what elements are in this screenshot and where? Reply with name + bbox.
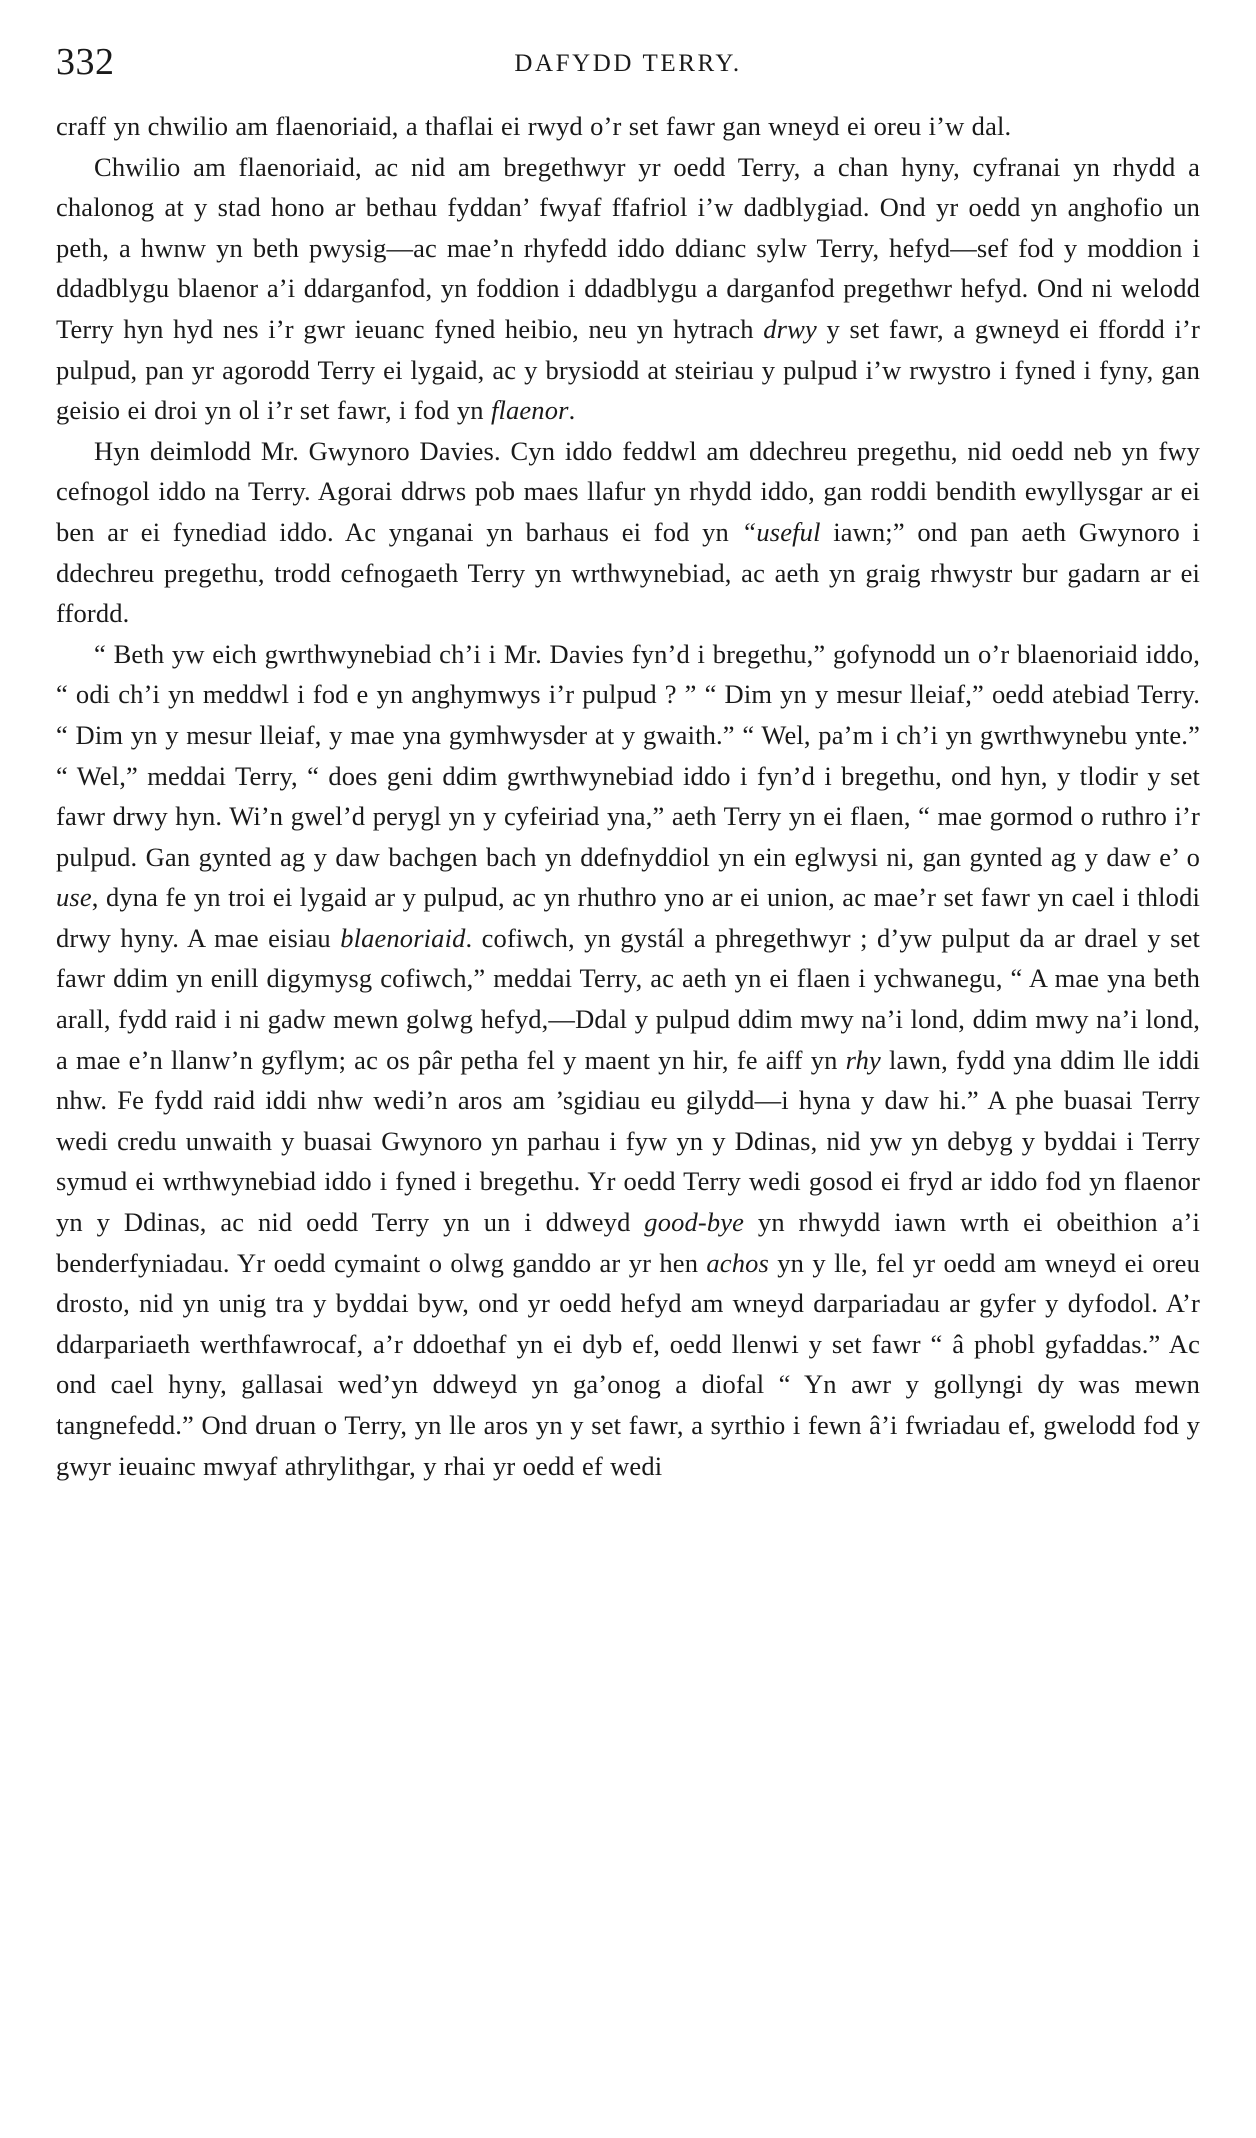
running-head: DAFYDD TERRY.	[514, 50, 742, 77]
italic-run: “useful	[741, 516, 821, 547]
text-run: . cofiwch, yn gystál a phregethwyr ; d’yw pulput da ar drael y set fawr ddim yn enill digymysg cofiwch,” meddai Terry, ac aeth yn ei flaen i ychwanegu, “ A mae yna beth arall, fydd raid i ni gadw mewn golwg hefyd,—Ddal y pulpud ddim mwy na’i lond, ddim mwy na’i lond, a mae e’n llanw’n gyflym; ac os pâr petha fel y maent yn hir, fe aiff yn	[56, 922, 1200, 1075]
text-run: craff yn chwilio am flaenoriaid, a thaflai ei rwyd o’r set fawr gan wneyd ei oreu i’w dal.	[56, 111, 1012, 141]
text-run: yn rhwydd iawn wrth ei obeithion a’i benderfyniadau. Yr oedd cymaint o olwg ganddo ar yr hen	[56, 1207, 1200, 1278]
text-run: y set fawr, a gwneyd ei ffordd i’r pulpud, pan yr agorodd Terry ei lygaid, ac y brysiodd at steiriau y pulpud i’w rwystro i fyned i fyny, gan geisio ei droi yn ol i’r set fawr, i fod yn	[56, 313, 1201, 426]
text-run: iawn;” ond pan aeth Gwynoro i ddechreu pregethu, trodd cefnogaeth Terry yn wrthwynebiad, ac aeth yn graig rhwystr bur gadarn ar ei ffordd.	[56, 516, 1201, 629]
page-number: 332	[56, 41, 115, 83]
italic-run: achos	[706, 1247, 769, 1278]
text-run: yn y lle, fel yr oedd am wneyd ei oreu drosto, nid yn unig tra y byddai byw, ond yr oedd hefyd am wneyd darpariadau ar gyfer y dyfodol. A’r ddarpariaeth werthfawrocaf, a’r ddoethaf yn ei dyb ef, oedd llenwi y set fawr “ â phobl gyfaddas.” Ac ond cael hyny, gallasai wed’yn ddweyd yn ga’onog a diofal “ Yn awr y gollyngi dy was mewn tangnefedd.” Ond druan o Terry, yn lle aros yn y set fawr, a syrthio i fewn â’i fwriadau ef, gwelodd fod y gwyr ieuainc mwyaf athrylithgar, y rhai yr oedd ef wedi	[56, 1247, 1200, 1481]
body-text	[56, 106, 1200, 1486]
text-run: Chwilio am flaenoriaid, ac nid am bregethwyr yr oedd Terry, a chan hyny, cyfranai yn rhydd a chalonog at y stad hono ar bethau fyddan’ fwyaf ffafriol i’w dadblygiad. Ond yr oedd yn anghofio un peth, a hwnw yn beth pwysig—ac mae’n rhyfedd iddo ddianc sylw Terry, hefyd—sef fod y moddion i ddadblygu blaenor a’i ddarganfod, yn foddion i ddadblygu a darganfod pregethwr hefyd. Ond ni welodd Terry hyn hyd nes i’r gwr ieuanc fyned heibio, neu yn hytrach	[56, 151, 1200, 344]
italic-run: blaenoriaid	[340, 922, 466, 953]
text-run: Hyn deimlodd Mr. Gwynoro Davies. Cyn iddo feddwl am ddechreu pregethu, nid oedd neb yn fwy cefnogol iddo na Terry. Agorai ddrws pob maes llafur yn rhydd iddo, gan roddi bendith ewyllysgar ar ei ben ar ei fynediad iddo. Ac ynganai yn barhaus ei fod yn	[56, 435, 1200, 547]
paragraph-catchword-continuation	[56, 106, 1200, 147]
text-run: lawn, fydd yna ddim lle iddi nhw. Fe fydd raid iddi nhw wedi’n aros am ’sgidiau eu gilydd—i hyna y daw hi.” A phe buasai Terry wedi credu unwaith y buasai Gwynoro yn parhau i fyw yn y Ddinas, nid yw yn debyg y byddai i Terry symud ei wrthwynebiad iddo i fyned i bregethu. Yr oedd Terry wedi gosod ei fryd ar iddo fod yn flaenor yn y Ddinas, ac nid oedd Terry yn un i ddweyd	[56, 1044, 1201, 1238]
italic-run: good-bye	[644, 1207, 745, 1238]
paragraph-beth-yw	[56, 634, 1200, 1486]
text-run: “ Beth yw eich gwrthwynebiad ch’i i Mr. Davies fyn’d i bregethu,” gofynodd un o’r blaenoriaid iddo, “ odi ch’i yn meddwl i fod e yn anghymwys i’r pulpud ? ” “ Dim yn y mesur lleiaf,” oedd atebiad Terry. “ Dim yn y mesur lleiaf, y mae yna gymhwysder at y gwaith.” “ Wel, pa’m i ch’i yn gwrthwynebu ynte.” “ Wel,” meddai Terry, “ does geni ddim gwrthwynebiad iddo i fyn’d i bregethu, ond hyn, y tlodir y set fawr drwy hyn. Wi’n gwel’d perygl yn y cyfeiriad yna,” aeth Terry yn ei flaen, “ mae gormod o ruthro i’r pulpud. Gan gynted ag y daw bachgen bach yn ddefnyddiol yn ein eglwysi ni, gan gynted ag y daw e’ o	[56, 638, 1200, 872]
italic-run: flaenor	[490, 395, 569, 426]
italic-run: rhy	[845, 1044, 881, 1075]
text-run: .	[568, 395, 576, 426]
italic-run: use	[56, 882, 92, 913]
italic-run: drwy	[763, 313, 817, 344]
paragraph-hyn-deimlodd	[56, 431, 1200, 634]
page-header	[56, 34, 1200, 106]
text-run: , dyna fe yn troi ei lygaid ar y pulpud, ac yn rhuthro yno ar ei union, ac mae’r set fawr yn cael i thlodi drwy hyny. A mae eisiau	[56, 882, 1200, 953]
paragraph-chwilio	[56, 147, 1200, 431]
